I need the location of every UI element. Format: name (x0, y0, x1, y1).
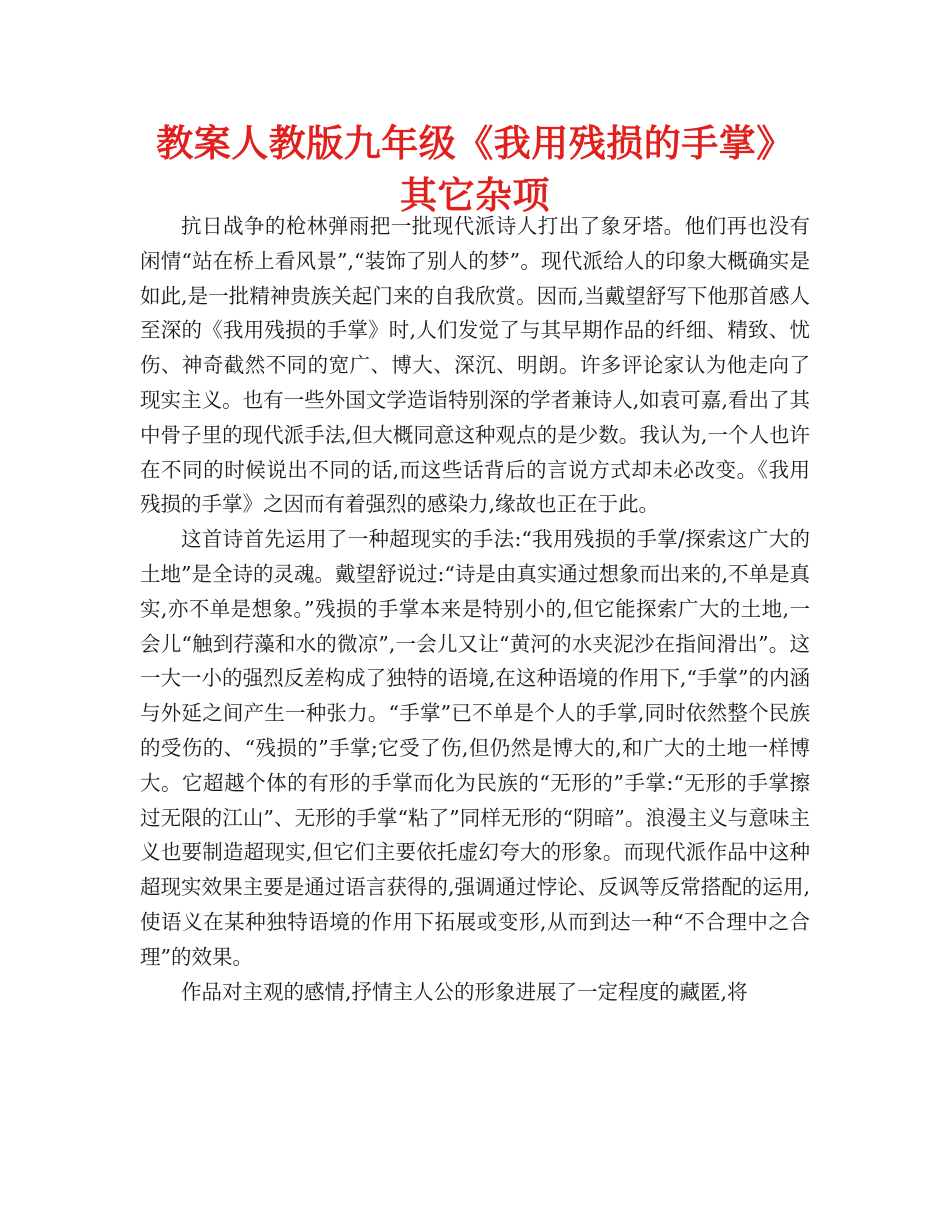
document-title: 教案人教版九年级《我用残损的手掌》其它杂项 (156, 122, 794, 217)
paragraph: 这首诗首先运用了一种超现实的手法:“我用残损的手掌/探索这广大的土地”是全诗的灵魂。戴望舒说过:“诗是由真实通过想象而出来的,不单是真实,亦不单是想象。”残损的手掌本来是特别小的,但它能探索广大的土地,一会儿“触到荇藻和水的微凉”,一会儿又让“黄河的水夹泥沙在指间滑出”。这一大一小的强烈反差构成了独特的语境,在这种语境的作用下,“手掌”的内涵与外延之间产生一种张力。“手掌”已不单是个人的手掌,同时依然整个民族的受伤的、“残损的”手掌;它受了伤,但仍然是博大的,和广大的土地一样博大。它超越个体的有形的手掌而化为民族的“无形的”手掌:“无形的手掌擦过无限的江山”、无形的手掌“粘了”同样无形的“阴暗”。浪漫主义与意味主义也要制造超现实,但它们主要依托虚幻夸大的形象。而现代派作品中这种超现实效果主要是通过语言获得的,强调通过悖论、反讽等反常搭配的运用,使语义在某种独特语境的作用下拓展或变形,从而到达一种“不合理中之合理”的效果。 (140, 527, 810, 969)
document-body (140, 209, 810, 1009)
paragraph: 抗日战争的枪林弹雨把一批现代派诗人打出了象牙塔。他们再也没有闲情“站在桥上看风景”,“装饰了别人的梦”。现代派给人的印象大概确实是如此,是一批精神贵族关起门来的自我欣赏。因而,当戴望舒写下他那首感人至深的《我用残损的手掌》时,人们发觉了与其早期作品的纤细、精致、忧伤、神奇截然不同的宽广、博大、深沉、明朗。许多评论家认为他走向了现实主义。也有一些外国文学造诣特别深的学者兼诗人,如袁可嘉,看出了其中骨子里的现代派手法,但大概同意这种观点的是少数。我认为,一个人也许在不同的时候说出不同的话,而这些话背后的言说方式却未必改变。《我用残损的手掌》之因而有着强烈的感染力,缘故也正在于此。 (140, 214, 810, 517)
paragraph: 作品对主观的感情,抒情主人公的形象进展了一定程度的藏匿,将 (181, 979, 748, 1004)
